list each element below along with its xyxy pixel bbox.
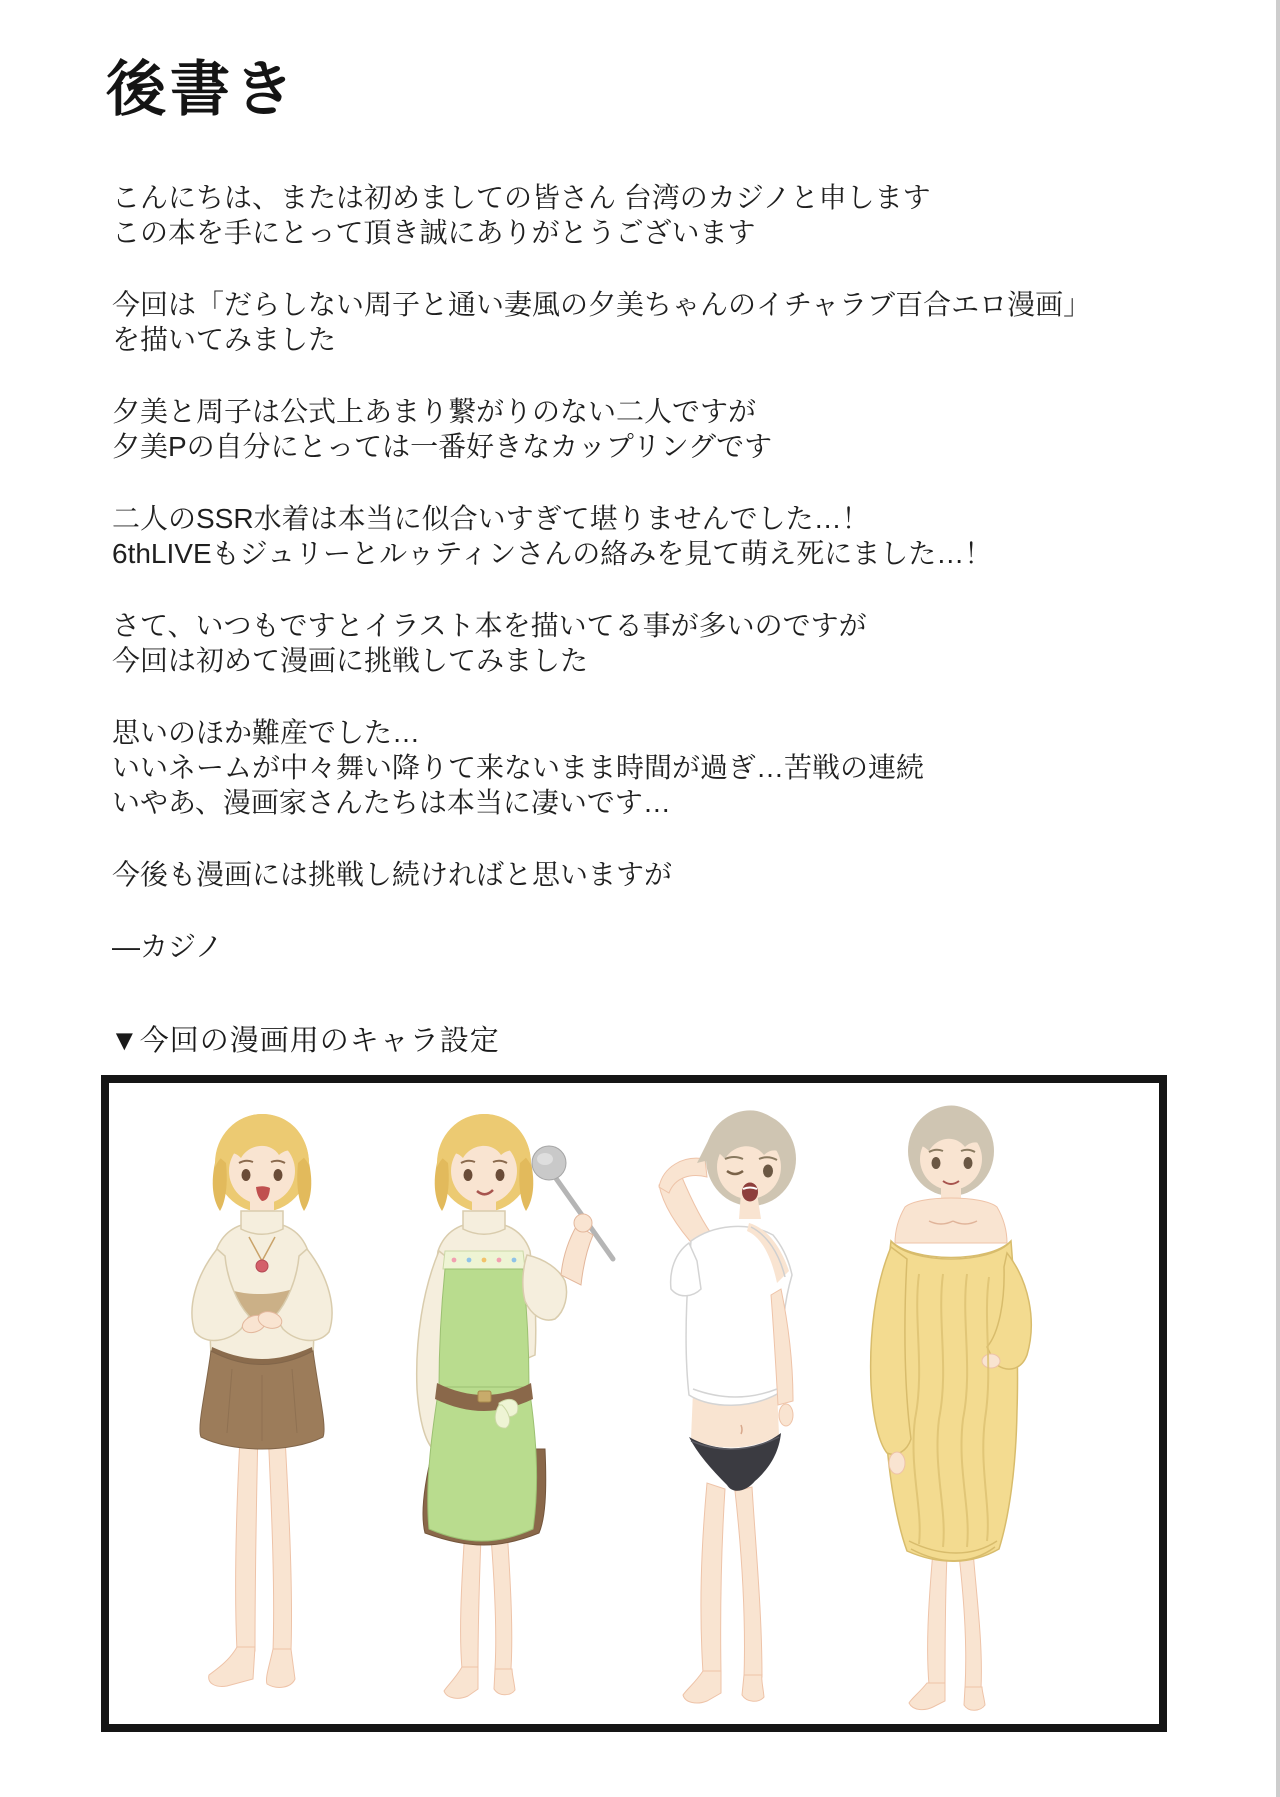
text-line: 夕美Pの自分にとっては一番好きなカップリングです: [112, 431, 773, 462]
paragraph-ssr-live: [112, 501, 1192, 571]
text-line: 二人のSSR水着は本当に似合いすぎて堪りませんでした…！: [112, 503, 870, 534]
text-line: この本を手にとって頂き誠にありがとうございます: [112, 217, 756, 248]
character-figure-yumi-casual: [137, 1089, 387, 1725]
caption-label: 今回の漫画用のキャラ設定: [139, 1025, 500, 1057]
character-drawing-shuko-tshirt: [601, 1089, 851, 1719]
paragraph-future: [112, 857, 1192, 892]
character-figure-yumi-apron: [359, 1089, 619, 1725]
text-line: 6thLIVEもジュリーとルゥティンさんの絡みを見て萌え死にました…！: [112, 538, 993, 569]
character-drawing-shuko-sweater: [821, 1089, 1081, 1719]
text-line: こんにちは、または初めましての皆さん 台湾のカジノと申します: [112, 182, 931, 213]
text-line: 今回は「だらしない周子と通い妻風の夕美ちゃんのイチャラブ百合エロ漫画」: [112, 289, 1092, 320]
text-line: 今後も漫画には挑戦し続ければと思いますが: [112, 859, 673, 890]
paragraph-pairing: [112, 394, 1192, 464]
triangle-down-icon: ▼: [110, 1025, 140, 1057]
signature: ―カジノ: [112, 931, 223, 962]
character-drawing-yumi-apron: [359, 1089, 619, 1719]
character-figure-shuko-tshirt: [601, 1089, 851, 1725]
right-edge-strip: [1276, 0, 1280, 1797]
page-title: 後書き: [106, 56, 298, 123]
character-figure-shuko-sweater: [821, 1089, 1081, 1725]
text-line: いいネームが中々舞い降りて来ないまま時間が過ぎ…苦戦の連続: [112, 752, 925, 783]
text-line: を描いてみました: [112, 324, 337, 355]
text-line: 思いのほか難産でした…: [112, 717, 421, 748]
text-line: いやあ、漫画家さんたちは本当に凄いです…: [112, 787, 671, 818]
afterword-text: [112, 180, 1192, 1001]
text-line: 夕美と周子は公式上あまり繋がりのない二人ですが: [112, 396, 757, 427]
text-line: 今回は初めて漫画に挑戦してみました: [112, 645, 589, 676]
character-drawing-yumi-casual: [137, 1089, 387, 1719]
character-settings-caption: [110, 1018, 500, 1059]
paragraph-first-manga: [112, 608, 1192, 678]
character-settings-box: [101, 1075, 1167, 1732]
paragraph-greeting: [112, 180, 1192, 250]
paragraph-struggle: [112, 715, 1192, 820]
paragraph-book-theme: [112, 287, 1192, 357]
text-line: さて、いつもですとイラスト本を描いてる事が多いのですが: [112, 610, 867, 641]
